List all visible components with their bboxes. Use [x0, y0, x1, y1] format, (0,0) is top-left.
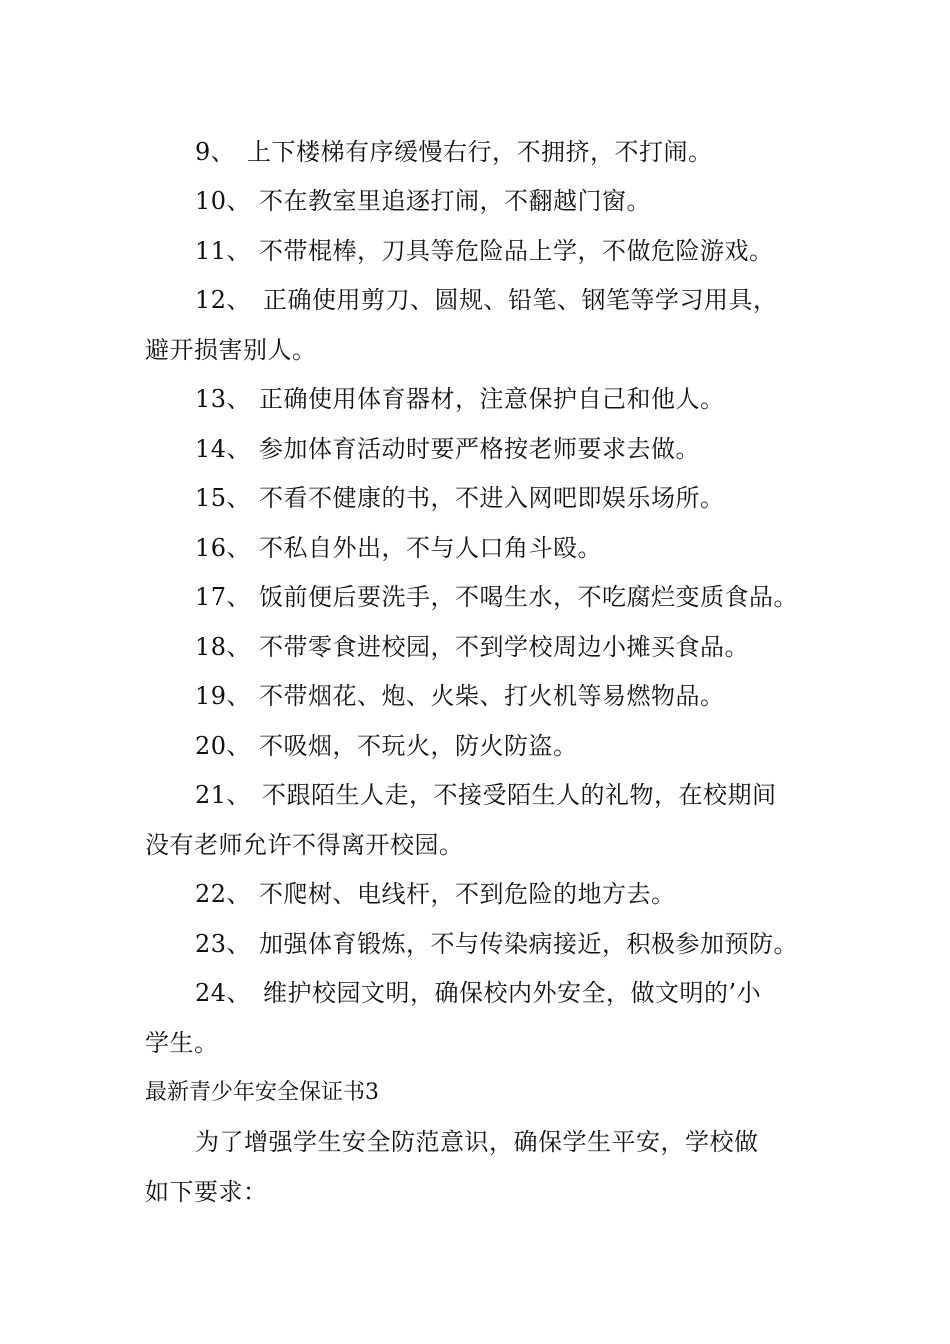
item-number: 24、: [195, 979, 252, 1007]
item-text: 不带零食进校园，不到学校周边小摊买食品。: [259, 633, 749, 661]
item-number: 21、: [195, 781, 252, 809]
item-text: 不带烟花、炮、火柴、打火机等易燃物品。: [259, 682, 725, 710]
list-item-15: [195, 481, 725, 515]
item-number: 17、: [195, 583, 252, 611]
list-item-23: [195, 927, 798, 961]
intro-paragraph-line-2: 如下要求：: [145, 1178, 268, 1206]
item-number: 20、: [195, 732, 252, 760]
item-number: 22、: [195, 880, 252, 908]
list-item-12-continuation: [145, 333, 317, 367]
item-text: 正确使用剪刀、圆规、铅笔、钢笔等学习用具，: [263, 286, 778, 314]
item-number: 18、: [195, 633, 252, 661]
list-item-22: [195, 877, 676, 911]
list-item-19: [195, 679, 725, 713]
item-text-continuation: 学生。: [145, 1029, 219, 1057]
item-text: 参加体育活动时要严格按老师要求去做。: [259, 435, 700, 463]
list-item-24: [195, 976, 761, 1010]
list-item-10: [195, 184, 651, 218]
item-number: 23、: [195, 930, 252, 958]
list-item-18: [195, 630, 749, 664]
item-text: 不看不健康的书，不进入网吧即娱乐场所。: [259, 484, 725, 512]
item-text: 上下楼梯有序缓慢右行，不拥挤，不打闹。: [247, 138, 713, 166]
item-text: 不带棍棒，刀具等危险品上学，不做危险游戏。: [259, 237, 774, 265]
item-text: 正确使用体育器材，注意保护自己和他人。: [259, 385, 725, 413]
item-number: 11、: [195, 237, 252, 265]
list-item-14: [195, 432, 700, 466]
item-text: 不跟陌生人走，不接受陌生人的礼物，在校期间: [262, 781, 777, 809]
item-number: 14、: [195, 435, 252, 463]
item-text: 维护校园文明，确保校内外安全，做文明的’小: [263, 979, 762, 1007]
item-text: 饭前便后要洗手，不喝生水，不吃腐烂变质食品。: [259, 583, 798, 611]
item-text: 不私自外出，不与人口角斗殴。: [259, 534, 602, 562]
list-item-20: [195, 729, 578, 763]
item-text-continuation: 避开损害别人。: [145, 336, 317, 364]
list-item-24-continuation: [145, 1026, 219, 1060]
list-item-17: [195, 580, 798, 614]
item-text: 加强体育锻炼，不与传染病接近，积极参加预防。: [259, 930, 798, 958]
item-number: 15、: [195, 484, 252, 512]
item-number: 12、: [195, 286, 252, 314]
item-number: 19、: [195, 682, 252, 710]
item-number: 10、: [195, 187, 252, 215]
list-item-11: [195, 234, 774, 268]
item-number: 16、: [195, 534, 252, 562]
list-item-12: [195, 283, 778, 317]
section-heading: 最新青少年安全保证书3: [145, 1080, 379, 1105]
item-number: 13、: [195, 385, 252, 413]
list-item-21-continuation: [145, 828, 464, 862]
intro-paragraph-line-1: 为了增强学生安全防范意识，确保学生平安，学校做: [195, 1128, 759, 1156]
item-number: 9、: [195, 138, 236, 166]
list-item-21: [195, 778, 777, 812]
list-item-9: [195, 135, 713, 169]
item-text-continuation: 没有老师允许不得离开校园。: [145, 831, 464, 859]
list-item-13: [195, 382, 725, 416]
item-text: 不吸烟，不玩火，防火防盗。: [259, 732, 578, 760]
item-text: 不爬树、电线杆，不到危险的地方去。: [259, 880, 676, 908]
item-text: 不在教室里追逐打闹，不翻越门窗。: [259, 187, 651, 215]
list-item-16: [195, 531, 602, 565]
